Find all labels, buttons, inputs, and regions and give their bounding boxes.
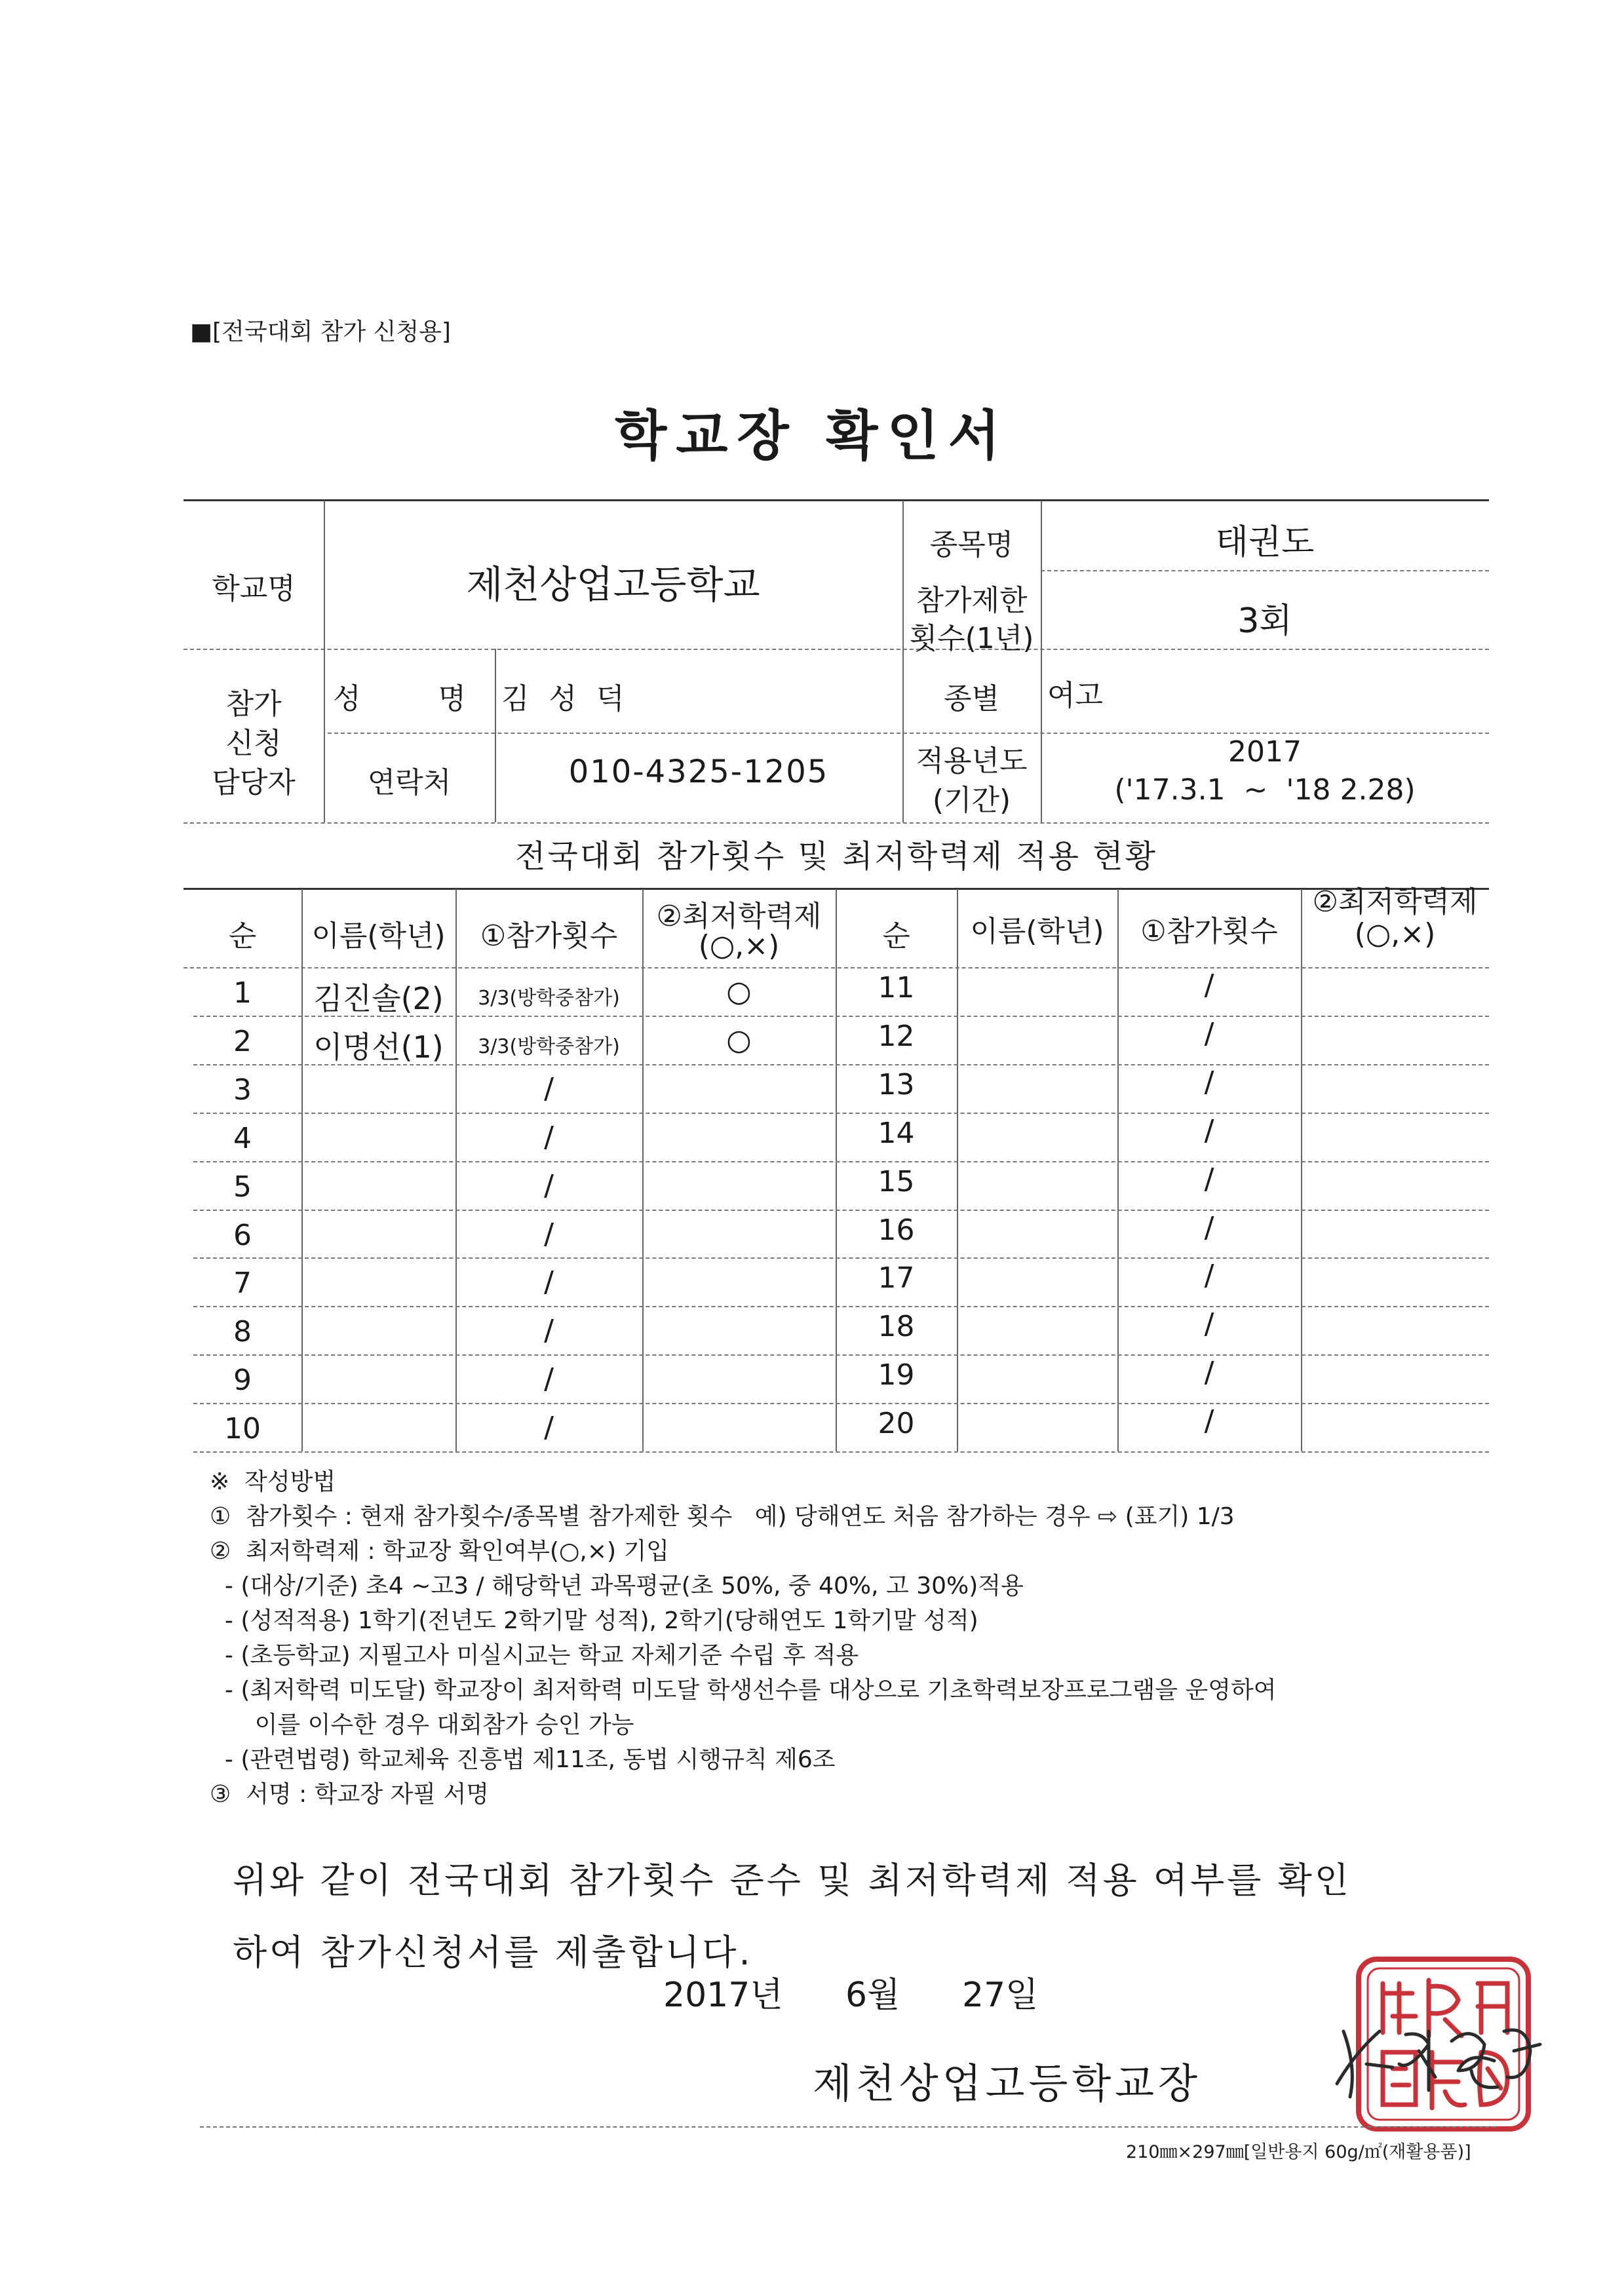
cell-count: / xyxy=(1204,1356,1214,1390)
cell-no: 4 xyxy=(233,1121,252,1155)
footer-line xyxy=(200,2126,1496,2128)
guide-line: ① 참가횟수 : 현재 참가횟수/종목별 참가제한 횟수 예) 당해연도 처음 참가하는 경우 ⇨ (표기) 1/3 xyxy=(210,1503,1235,1530)
document-title: 학교장 확인서 xyxy=(615,405,1009,467)
cell-min: ○ xyxy=(726,1023,752,1057)
status-vline xyxy=(1301,889,1302,1451)
cell-count: / xyxy=(544,1314,554,1348)
cell-no: 16 xyxy=(878,1213,915,1247)
cell-no: 10 xyxy=(224,1412,261,1446)
cell-count: / xyxy=(1204,1404,1214,1438)
guide-line: ※ 작성방법 xyxy=(210,1468,336,1495)
header-name-left: 이름(학년) xyxy=(311,919,446,953)
cell-no: 8 xyxy=(233,1315,252,1349)
cell-count: / xyxy=(544,1362,554,1396)
cell-name: 이명선(1) xyxy=(313,1029,444,1065)
applicant-name-value: 김 성 덕 xyxy=(501,682,630,716)
status-vline xyxy=(957,889,958,1451)
applicant-contact-label: 연락처 xyxy=(367,766,452,799)
applicant-label-line2: 신청 xyxy=(225,727,282,760)
applicant-label-line3: 담당자 xyxy=(212,766,296,799)
cell-no: 17 xyxy=(878,1261,915,1295)
header-min-left-line2: (○,×) xyxy=(698,929,780,963)
guide-line: ② 최저학력제 : 학교장 확인여부(○,×) 기입 xyxy=(210,1538,670,1565)
cell-no: 3 xyxy=(233,1073,252,1107)
cell-no: 18 xyxy=(878,1310,915,1344)
guide-line: - (최저학력 미도달) 학교장이 최저학력 미도달 학생선수를 대상으로 기초학력보장프로그램을 운영하여 xyxy=(210,1677,1277,1704)
guide-line: - (대상/기준) 초4 ~고3 / 해당학년 과목평균(초 50%, 중 40%, 고 30%)적용 xyxy=(210,1573,1024,1599)
applicant-label-line1: 참가 xyxy=(225,687,282,721)
date-month: 6월 xyxy=(845,1976,900,2015)
info-divider xyxy=(184,822,1489,824)
cell-no: 15 xyxy=(878,1164,915,1198)
status-vline xyxy=(642,889,644,1451)
school-label: 학교명 xyxy=(212,572,296,605)
limit-label-line1: 참가제한 xyxy=(916,584,1028,617)
cell-no: 1 xyxy=(233,976,252,1010)
guide-line: - (관련법령) 학교체육 진흥법 제11조, 동법 시행규칙 제6조 xyxy=(210,1746,836,1773)
signer-title: 제천상업고등학교장 xyxy=(813,2059,1202,2107)
header-count-right: ①참가횟수 xyxy=(1140,915,1278,948)
principal-signature xyxy=(1330,2005,1547,2103)
cell-count: / xyxy=(1204,1065,1214,1099)
info-divider xyxy=(1041,570,1489,571)
cell-count: / xyxy=(544,1217,554,1251)
category-value: 여고 xyxy=(1047,679,1104,712)
cell-no: 9 xyxy=(233,1364,252,1398)
closing-statement xyxy=(233,1845,1351,1989)
info-divider xyxy=(184,649,1489,650)
cell-count: / xyxy=(544,1168,554,1202)
guide-line: - (성적적용) 1학기(전년도 2학기말 성적), 2학기(당해연도 1학기말 성적) xyxy=(210,1607,978,1634)
cell-no: 5 xyxy=(233,1170,252,1204)
writing-guide xyxy=(210,1464,1277,1812)
year-label-line1: 적용년도 xyxy=(916,744,1028,778)
guide-line: - (초등학교) 지필고사 미실시교는 학교 자체기준 수립 후 적용 xyxy=(210,1642,859,1669)
header-name-right: 이름(학년) xyxy=(970,915,1104,948)
cell-count: / xyxy=(1204,1307,1214,1341)
cell-no: 6 xyxy=(233,1218,252,1252)
header-min-left-line1: ②최저학력제 xyxy=(656,900,822,933)
cell-count: / xyxy=(544,1411,554,1445)
applicant-name-label: 성 명 xyxy=(333,682,486,716)
cell-no: 11 xyxy=(878,971,915,1004)
guide-line: ③ 서명 : 학교장 자필 서명 xyxy=(210,1781,490,1808)
cell-name: 김진솔(2) xyxy=(313,981,444,1016)
cell-count: / xyxy=(1204,1016,1214,1050)
document-tag: ■[전국대회 참가 신청용] xyxy=(190,318,451,345)
date-year: 2017년 xyxy=(663,1976,783,2015)
header-count-left: ①참가횟수 xyxy=(480,919,618,953)
cell-count: 3/3(방학중참가) xyxy=(478,987,620,1010)
info-vline xyxy=(495,649,496,822)
year-value: 2017 xyxy=(1228,735,1302,769)
year-label-line2: (기간) xyxy=(932,784,1011,817)
cell-count: / xyxy=(1204,968,1214,1002)
closing-line-2: 하여 참가신청서를 제출합니다. xyxy=(233,1932,753,1973)
limit-label-line2: 횟수(1년) xyxy=(909,622,1034,655)
event-label: 종목명 xyxy=(929,528,1014,562)
category-label: 종별 xyxy=(943,682,999,716)
cell-count: 3/3(방학중참가) xyxy=(478,1035,620,1058)
header-min-right-line2: (○,×) xyxy=(1354,917,1436,951)
info-table-top-border xyxy=(184,499,1489,501)
cell-no: 12 xyxy=(878,1019,915,1053)
applicant-contact-value: 010-4325-1205 xyxy=(568,754,829,790)
event-value: 태권도 xyxy=(1215,523,1315,562)
cell-no: 7 xyxy=(233,1267,252,1301)
status-vline xyxy=(301,889,303,1451)
header-no-right: 순 xyxy=(882,919,910,953)
cell-count: / xyxy=(544,1120,554,1154)
guide-line: 이를 이수한 경우 대회참가 승인 가능 xyxy=(210,1712,634,1738)
cell-no: 2 xyxy=(233,1024,252,1058)
year-period: ('17.3.1 ~ '18 2.28) xyxy=(1114,773,1416,807)
cell-no: 13 xyxy=(878,1067,915,1101)
cell-min: ○ xyxy=(726,975,752,1008)
cell-count: / xyxy=(544,1071,554,1105)
cell-count: / xyxy=(1204,1162,1214,1196)
cell-no: 14 xyxy=(878,1116,915,1150)
school-name: 제천상업고등학교 xyxy=(466,562,760,607)
cell-count: / xyxy=(544,1265,554,1299)
header-no-left: 순 xyxy=(228,919,257,953)
cell-count: / xyxy=(1204,1210,1214,1244)
header-min-right-line1: ②최저학력제 xyxy=(1312,885,1478,919)
cell-count: / xyxy=(1204,1259,1214,1293)
date-day: 27일 xyxy=(962,1976,1039,2015)
cell-no: 20 xyxy=(878,1407,915,1441)
paper-spec: 210㎜×297㎜[일반용지 60g/㎡(재활용품)] xyxy=(1126,2142,1471,2162)
status-title: 전국대회 참가횟수 및 최저학력제 적용 현황 xyxy=(515,838,1157,875)
cell-count: / xyxy=(1204,1113,1214,1147)
info-divider xyxy=(328,733,1489,734)
table-row-divider xyxy=(193,1451,1489,1453)
cell-no: 19 xyxy=(878,1358,915,1392)
closing-line-1: 위와 같이 전국대회 참가횟수 준수 및 최저학력제 적용 여부를 확인 xyxy=(233,1860,1351,1901)
limit-value: 3회 xyxy=(1237,602,1292,641)
